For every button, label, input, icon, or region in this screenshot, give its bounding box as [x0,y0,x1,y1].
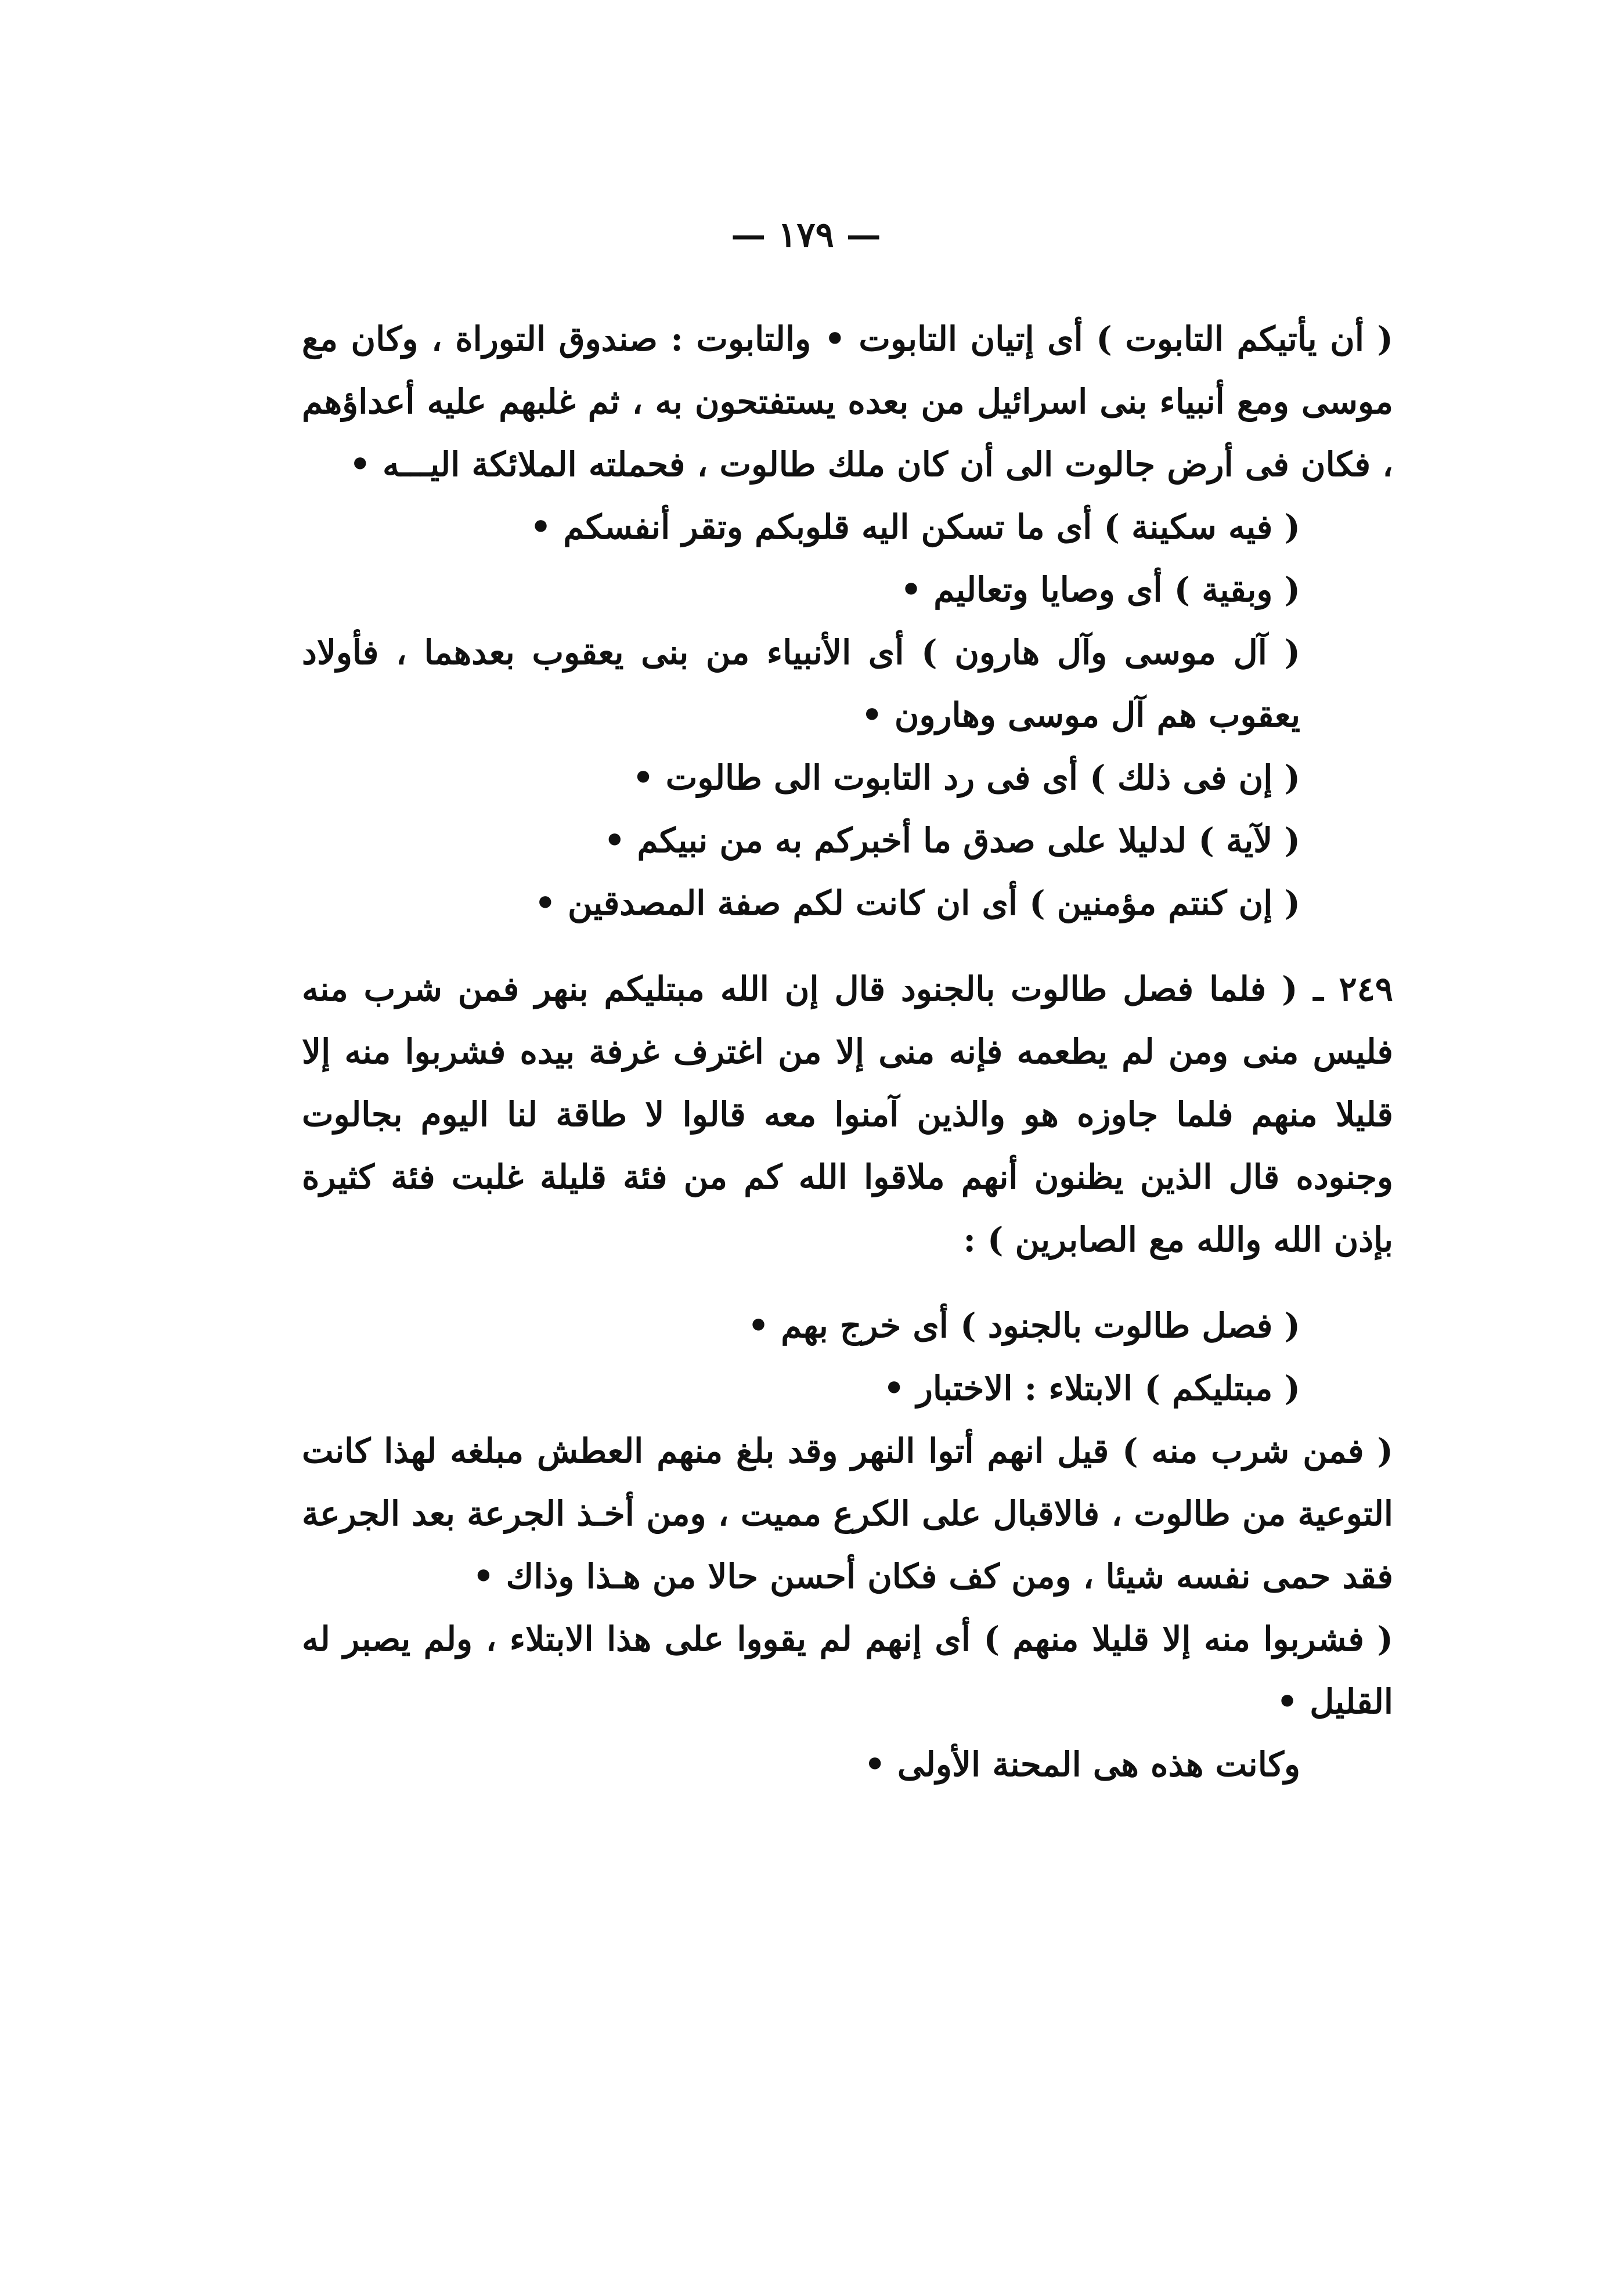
body-text [302,308,1393,1796]
paragraph-baqiyya: ( وبقية ) أى وصايا وتعاليم • [900,570,1300,609]
paragraph-la-aya: ( لآية ) لدليلا على صدق ما أخبركم به من نبيكم • [604,821,1300,860]
paragraph-faman-shariba: ( فمن شرب منه ) قيل انهم أتوا النهر وقد بلغ منهم العطش مبلغه لهذا كانت التوعية من طالوت ، فالاقبال على الكرع مميت ، ومن أخـذ الجرعة بعد الجرعة فقد حمى نفسه شيئا ، ومن كف فكان أحسن حالا من هـذا وذاك • [302,1431,1393,1596]
paragraph-mubtalikum: ( مبتليكم ) الابتلاء : الاختبار • [883,1369,1300,1408]
paragraph-in-kuntum: ( إن كنتم مؤمنين ) أى ان كانت لكم صفة المصدقين • [534,883,1300,923]
paragraph-ark-explanation: ( أن يأتيكم التابوت ) أى إتيان التابوت • والتابوت : صندوق التوراة ، وكان مع موسى ومع أنبياء بنى اسرائيل من بعده يستفتحون به ، ثم غلبهم عليه أعداؤهم ، فكان فى أرض جالوت الى أن كان ملك طالوت ، فحملته الملائكة اليـــه • [302,319,1393,484]
paragraph-fasharibu: ( فشربوا منه إلا قليلا منهم ) أى إنهم لم يقووا على هذا الابتلاء ، ولم يصبر له القليل • [302,1619,1393,1721]
paragraph-verse-249: ٢٤٩ ـ ( فلما فصل طالوت بالجنود قال إن الله مبتليكم بنهر فمن شرب منه فليس منى ومن لم يطعمه فإنه منى إلا من اغترف غرفة بيده فشربوا منه إلا قليلا منهم فلما جاوزه هو والذين آمنوا معه قالوا لا طاقة لنا اليوم بجالوت وجنوده قال الذين يظنون أنهم ملاقوا الله كم من فئة قليلة غلبت فئة كثيرة بإذن الله والله مع الصابرين ) : [302,969,1393,1259]
page-number: — ١٧٩ — [731,215,881,255]
paragraph-fasala: ( فصل طالوت بالجنود ) أى خرج بهم • [747,1306,1300,1345]
paragraph-aal-musa: ( آل موسى وآل هارون ) أى الأنبياء من بنى يعقوب بعدهما ، فأولاد يعقوب هم آل موسى وهارون • [302,633,1300,735]
paragraph-inna-fi-dhalik: ( إن فى ذلك ) أى فى رد التابوت الى طالوت • [632,758,1300,797]
paragraph-first-trial: وكانت هذه هى المحنة الأولى • [864,1745,1300,1784]
paragraph-sakina: ( فيه سكينة ) أى ما تسكن اليه قلوبكم وتقر أنفسكم • [530,507,1300,547]
